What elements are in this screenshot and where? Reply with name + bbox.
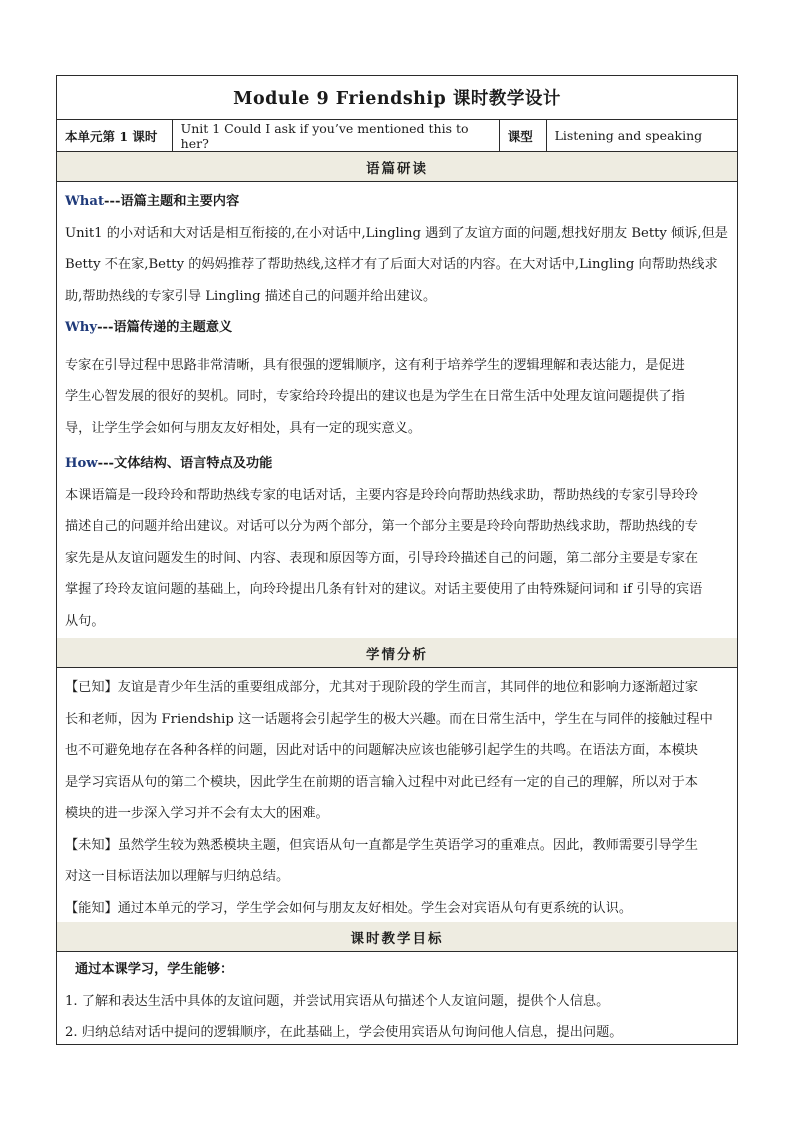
how-subtitle: ---文体结构、语言特点及功能 — [97, 456, 273, 471]
known-line: 模块的进一步深入学习并不会有太大的困难。 — [65, 806, 329, 821]
why-subtitle: ---语篇传递的主题意义 — [97, 320, 233, 335]
why-line: 导，让学生学会如何与朋友友好相处，具有一定的现实意义。 — [65, 420, 422, 436]
what-line: Betty 不在家,Betty 的妈妈推荐了帮助热线,这样才有了后面大对话的内容。在大对话中,Lingling 向帮助热线求 — [65, 257, 718, 272]
lesson-type-label: 课型 — [500, 120, 547, 151]
how-line: 家先是从友谊问题发生的时间、内容、表现和原因等方面，引导玲玲描述自己的问题，第二部分主要是专家在 — [65, 550, 698, 566]
how-line: 从句。 — [65, 613, 105, 629]
how-heading — [65, 448, 729, 480]
why-heading — [65, 312, 729, 344]
goals-section — [57, 954, 737, 1049]
what-line: Unit1 的小对话和大对话是相互衔接的,在小对话中,Lingling 遇到了友谊方面的问题,想找好朋友 Betty 倾诉,但是 — [65, 225, 728, 241]
how-line: 掌握了玲玲友谊问题的基础上，向玲玲提出几条有针对的建议。对话主要使用了由特殊疑问词和 if 引导的宾语 — [65, 582, 703, 597]
reading-section — [57, 186, 737, 637]
section-header-goals: 课时教学目标 — [57, 922, 737, 952]
goal-item: 2. 归纳总结对话中提问的逻辑顺序，在此基础上，学会使用宾语从句询问他人信息，提出问题。 — [65, 1025, 623, 1040]
unknown-line: 【未知】虽然学生较为熟悉模块主题，但宾语从句一直都是学生英语学习的重难点。因此，教师需要引导学生 — [65, 837, 698, 853]
known-line: 也不可避免地存在各种各样的问题，因此对话中的问题解决应该也能够引起学生的共鸣。在语法方面，本模块 — [65, 743, 698, 758]
why-line: 专家在引导过程中思路非常清晰，具有很强的逻辑顺序，这有利于培养学生的逻辑理解和表达能力，是促进 — [65, 357, 685, 373]
known-line: 长和老师，因为 Friendship 这一话题将会引起学生的极大兴趣。而在日常生活中，学生在与同伴的接触过程中 — [65, 711, 713, 727]
section-header-analysis: 学情分析 — [57, 638, 737, 668]
lesson-number-cell: 本单元第 1 课时 — [57, 120, 173, 151]
why-label: Why — [65, 320, 98, 335]
able-line: 【能知】通过本单元的学习，学生学会如何与朋友友好相处。学生会对宾语从句有更系统的认识。 — [65, 900, 633, 916]
what-subtitle: ---语篇主题和主要内容 — [104, 194, 240, 209]
what-line: 助,帮助热线的专家引导 Lingling 描述自己的问题并给出建议。 — [65, 288, 437, 304]
lesson-type-value: Listening and speaking — [554, 128, 703, 143]
document-title: Module 9 Friendship 课时教学设计 — [57, 76, 737, 120]
goals-intro: 通过本课学习，学生能够： — [75, 962, 234, 977]
how-line: 描述自己的问题并给出建议。对话可以分为两个部分，第一个部分主要是玲玲向帮助热线求助，帮助热线的专 — [65, 519, 698, 534]
lesson-plan-table — [56, 75, 738, 1045]
section-header-reading: 语篇研读 — [57, 152, 737, 182]
what-label: What — [65, 194, 105, 209]
unit-title-cell: Unit 1 Could I ask if you’ve mentioned this to her? — [173, 120, 500, 151]
analysis-section — [57, 672, 737, 924]
how-line: 本课语篇是一段玲玲和帮助热线专家的电话对话，主要内容是玲玲向帮助热线求助，帮助热线的专家引导玲玲 — [65, 487, 698, 503]
known-line: 【已知】友谊是青少年生活的重要组成部分，尤其对于现阶段的学生而言，其同伴的地位和影响力逐渐超过家 — [65, 680, 698, 695]
why-line: 学生心智发展的很好的契机。同时，专家给玲玲提出的建议也是为学生在日常生活中处理友谊问题提供了指 — [65, 389, 685, 404]
goal-item: 1. 了解和表达生活中具体的友谊问题，并尝试用宾语从句描述个人友谊问题，提供个人信息。 — [65, 993, 610, 1009]
info-row — [57, 120, 737, 152]
unknown-line: 对这一目标语法加以理解与归纳总结。 — [65, 869, 290, 884]
what-heading — [65, 186, 729, 218]
known-line: 是学习宾语从句的第二个模块，因此学生在前期的语言输入过程中对此已经有一定的自己的理解，所以对于本 — [65, 774, 698, 790]
how-label: How — [65, 456, 98, 471]
